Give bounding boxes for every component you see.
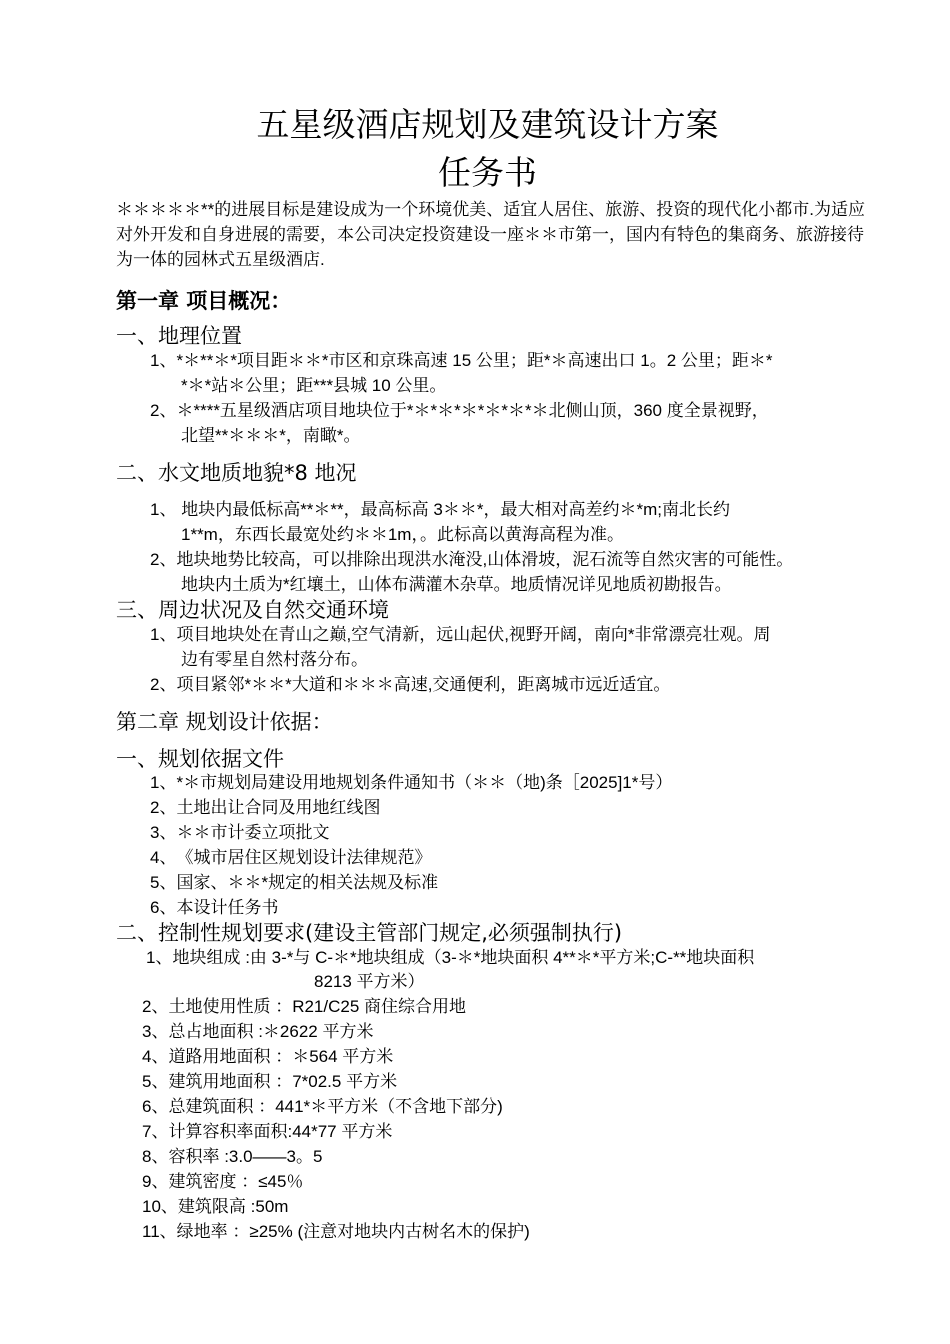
list-item — [142, 1044, 393, 1069]
list-item — [142, 1219, 530, 1244]
list-item — [150, 770, 672, 795]
item-text: 地块内最低标高**＊**，最高标高 3＊＊*，最大相对高差约＊*m;南北长约 — [176, 500, 730, 519]
document-subtitle: 任务书 — [438, 153, 537, 192]
list-item — [150, 820, 329, 845]
list-item — [150, 497, 730, 522]
list-item — [142, 1169, 303, 1194]
list-item-continuation: 北望**＊＊＊*，南瞰*。 — [181, 426, 361, 445]
item-number: 1、 — [146, 948, 173, 967]
list-item — [150, 622, 771, 647]
item-number: 4、 — [142, 1047, 169, 1066]
item-number: 7、 — [142, 1122, 169, 1141]
list-item — [150, 795, 380, 820]
list-item-continuation: *＊*站＊公里；距***县城 10 公里。 — [181, 376, 447, 395]
item-number: 1、 — [150, 500, 177, 519]
chapter1-sec2-heading: 二、水文地质地貌*8 地况 — [116, 461, 357, 485]
list-item — [142, 1019, 373, 1044]
item-number: 1、 — [150, 625, 177, 644]
chapter2-sec1-heading: 一、规划依据文件 — [116, 747, 284, 771]
item-number: 2、 — [150, 401, 177, 420]
list-item — [150, 672, 670, 697]
item-text: 建筑限高 :50m — [177, 1197, 289, 1216]
item-text: 建筑用地面积 ：7*02.5 平方米 — [168, 1072, 398, 1091]
item-text: *＊**＊*项目距＊＊*市区和京珠高速 15 公里；距*＊高速出口 1。2 公里；距＊* — [176, 351, 773, 370]
list-item — [142, 1119, 392, 1144]
item-number: 11、 — [142, 1222, 177, 1241]
list-item — [150, 398, 769, 423]
list-item — [146, 945, 754, 970]
item-text: 总占地面积 :＊2622 平方米 — [168, 1022, 374, 1041]
list-item — [142, 1194, 288, 1219]
list-item-continuation: 1**m，东西长最宽处约＊＊1m，。此标高以黄海高程为准。 — [181, 525, 624, 544]
item-text: ＊＊市计委立项批文 — [176, 823, 330, 842]
item-text: 道路用地面积 ：＊564 平方米 — [168, 1047, 394, 1066]
item-text: 项目紧邻*＊＊*大道和＊＊＊高速,交通便利，距离城市远近适宜。 — [176, 675, 671, 694]
list-item — [150, 348, 773, 373]
item-number: 2、 — [150, 550, 177, 569]
item-number: 1、 — [150, 351, 177, 370]
list-item — [150, 547, 793, 572]
item-text: 本设计任务书 — [176, 898, 279, 917]
item-text: ＊****五星级酒店项目地块位于*＊*＊*＊*＊*＊*＊北侧山顶，360 度全景视野， — [176, 401, 769, 420]
item-number: 5、 — [142, 1072, 169, 1091]
list-item-continuation: 8213 平方米） — [314, 972, 425, 991]
item-number: 3、 — [150, 823, 177, 842]
item-number: 2、 — [150, 675, 177, 694]
item-number: 2、 — [142, 997, 169, 1016]
item-text: 土地使用性质 ：R21/C25 商住综合用地 — [168, 997, 467, 1016]
chapter1-sec1-heading: 一、地理位置 — [116, 324, 242, 348]
item-text: *＊市规划局建设用地规划条件通知书（＊＊（地)条［2025]1*号） — [176, 773, 673, 792]
list-item-continuation: 地块内土质为*红壤土，山体布满灌木杂草。地质情况详见地质初勘报告。 — [181, 575, 732, 594]
item-number: 6、 — [150, 898, 177, 917]
list-item — [142, 1069, 397, 1094]
item-text: 容积率 :3.0——3。5 — [168, 1147, 323, 1166]
chapter1-heading: 第一章 项目概况： — [116, 289, 292, 313]
chapter2-heading: 第二章 规划设计依据： — [116, 710, 333, 734]
item-number: 1、 — [150, 773, 177, 792]
item-text: 地块组成 :由 3-*与 C-＊*地块组成（3-＊*地块面积 4**＊*平方米;C-**地块面积 — [172, 948, 755, 967]
list-item — [150, 895, 278, 920]
document-title: 五星级酒店规划及建筑设计方案 — [256, 105, 719, 144]
chapter1-sec3-heading: 三、周边状况及自然交通环境 — [116, 598, 389, 622]
list-item-continuation: 边有零星自然村落分布。 — [181, 650, 368, 669]
item-text: 地块地势比较高，可以排除出现洪水淹没,山体滑坡，泥石流等自然灾害的可能性。 — [176, 550, 794, 569]
item-number: 3、 — [142, 1022, 169, 1041]
item-text: 国家、＊＊*规定的相关法规及标准 — [176, 873, 439, 892]
item-text: 建筑密度 ：≤45％ — [168, 1172, 304, 1191]
item-number: 9、 — [142, 1172, 169, 1191]
list-item — [150, 870, 438, 895]
list-item — [142, 994, 466, 1019]
item-number: 10、 — [142, 1197, 178, 1216]
item-text: 项目地块处在青山之巅,空气清新，远山起伏,视野开阔，南向*非常漂亮壮观。周 — [176, 625, 771, 644]
list-item — [150, 845, 431, 870]
item-number: 2、 — [150, 798, 177, 817]
item-text: 计算容积率面积:44*77 平方米 — [168, 1122, 393, 1141]
item-text: 绿地率 ：≥25% (注意对地块内古树名木的保护) — [176, 1222, 530, 1241]
item-number: 4、 — [150, 848, 177, 867]
item-number: 5、 — [150, 873, 177, 892]
item-text: 土地出让合同及用地红线图 — [176, 798, 381, 817]
item-number: 8、 — [142, 1147, 169, 1166]
item-number: 6、 — [142, 1097, 169, 1116]
item-text: 总建筑面积 ：441*＊平方米（不含地下部分) — [168, 1097, 503, 1116]
intro-paragraph: ＊＊＊＊＊**的进展目标是建设成为一个环境优美、适宜人居住、旅游、投资的现代化小都市.为适应对外开发和自身进展的需要，本公司决定投资建设一座＊＊市第一，国内有特色的集商务、旅游接待为一体的园林式五星级酒店. — [116, 200, 865, 269]
item-text: 《城市居住区规划设计法律规范》 — [176, 848, 432, 867]
list-item — [142, 1094, 503, 1119]
chapter2-sec2-heading: 二、控制性规划要求(建设主管部门规定,必须强制执行) — [116, 921, 623, 945]
list-item — [142, 1144, 322, 1169]
